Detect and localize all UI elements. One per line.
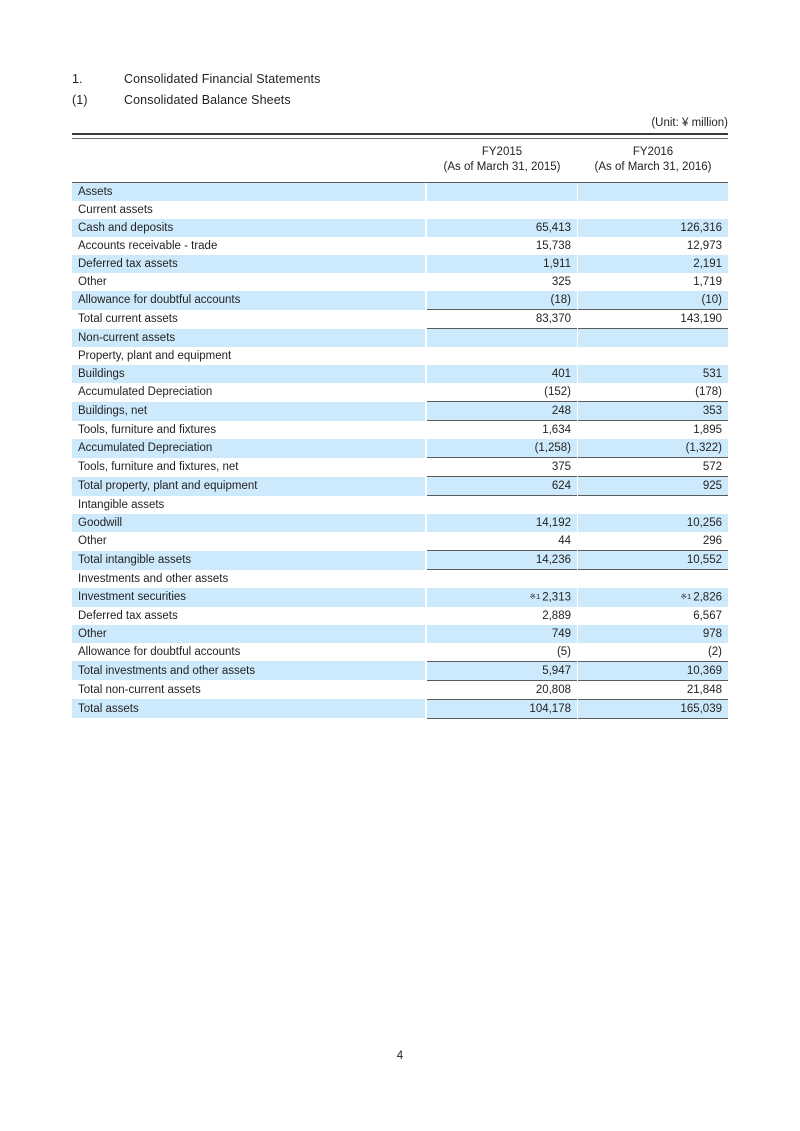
table-row xyxy=(72,183,728,202)
row-value-fy2015: 325 xyxy=(427,273,577,291)
row-value-fy2015: 83,370 xyxy=(427,310,577,329)
row-label: Tools, furniture and fixtures xyxy=(72,421,425,440)
table-row xyxy=(72,365,728,383)
row-value-fy2016: 10,369 xyxy=(578,661,728,680)
row-label: Cash and deposits xyxy=(72,219,425,237)
column-header-fy2015-asof: (As of March 31, 2015) xyxy=(443,160,561,173)
page-number: 4 xyxy=(396,1050,404,1062)
row-value-fy2015 xyxy=(427,588,577,607)
unit-note: (Unit: ¥ million) xyxy=(651,117,728,129)
row-label: Accumulated Depreciation xyxy=(72,383,425,402)
row-value-fy2015: 624 xyxy=(427,477,577,496)
row-value-fy2015: 65,413 xyxy=(427,219,577,237)
row-value-fy2016: 1,719 xyxy=(578,273,728,291)
table-header xyxy=(72,134,728,183)
row-value-fy2016: 6,567 xyxy=(578,607,728,625)
table-row xyxy=(72,477,728,496)
column-header-row xyxy=(72,139,728,181)
row-label: Buildings, net xyxy=(72,402,425,421)
table-row xyxy=(72,310,728,329)
row-value-fy2015: 20,808 xyxy=(427,680,577,699)
row-value-fy2015 xyxy=(427,347,577,365)
section-heading xyxy=(72,72,732,93)
balance-sheet-table xyxy=(72,133,728,719)
row-value-fy2015: 5,947 xyxy=(427,661,577,680)
row-value-text: 2,826 xyxy=(693,591,722,604)
column-header-fy2015-year: FY2015 xyxy=(481,146,523,158)
table-row xyxy=(72,588,728,607)
row-label: Property, plant and equipment xyxy=(72,347,425,365)
table-row xyxy=(72,661,728,680)
row-value-fy2015 xyxy=(427,496,577,515)
row-label: Total investments and other assets xyxy=(72,661,425,680)
row-value-fy2016: 12,973 xyxy=(578,237,728,255)
row-value-fy2015 xyxy=(427,570,577,589)
row-label: Investment securities xyxy=(72,588,425,607)
table-row xyxy=(72,347,728,365)
row-label: Allowance for doubtful accounts xyxy=(72,291,425,310)
row-value-fy2015: 375 xyxy=(427,458,577,477)
row-value-fy2016: (178) xyxy=(578,383,728,402)
row-value-fy2015: 2,889 xyxy=(427,607,577,625)
table-row xyxy=(72,532,728,551)
row-value-fy2015 xyxy=(427,201,577,219)
row-value-fy2016: 10,552 xyxy=(578,551,728,570)
table-row xyxy=(72,514,728,532)
row-label: Total current assets xyxy=(72,310,425,329)
table-row xyxy=(72,625,728,643)
table-row xyxy=(72,219,728,237)
column-header-label-spacer xyxy=(72,139,425,181)
row-value-fy2016: 353 xyxy=(578,402,728,421)
table-row xyxy=(72,201,728,219)
row-value-fy2015: 104,178 xyxy=(427,699,577,718)
row-label: Tools, furniture and fixtures, net xyxy=(72,458,425,477)
subsection-heading xyxy=(72,93,732,114)
row-label: Other xyxy=(72,273,425,291)
row-value-fy2016: 126,316 xyxy=(578,219,728,237)
row-value-fy2015: (152) xyxy=(427,383,577,402)
table-row xyxy=(72,680,728,699)
row-value-fy2015: 14,192 xyxy=(427,514,577,532)
row-label: Other xyxy=(72,532,425,551)
column-header-fy2016-asof: (As of March 31, 2016) xyxy=(594,160,712,173)
column-header-fy2016-year: FY2016 xyxy=(632,146,674,158)
row-label: Deferred tax assets xyxy=(72,607,425,625)
row-value-fy2016 xyxy=(578,347,728,365)
column-header-fy2015 xyxy=(427,139,577,181)
row-value-fy2016: 10,256 xyxy=(578,514,728,532)
row-value-fy2016: 1,895 xyxy=(578,421,728,440)
row-label: Investments and other assets xyxy=(72,570,425,589)
table-row xyxy=(72,329,728,348)
table-row xyxy=(72,496,728,515)
row-value-fy2016: 21,848 xyxy=(578,680,728,699)
row-value-fy2016: 143,190 xyxy=(578,310,728,329)
row-value-fy2015: (18) xyxy=(427,291,577,310)
row-label: Accounts receivable - trade xyxy=(72,237,425,255)
row-label: Current assets xyxy=(72,201,425,219)
row-label: Total non-current assets xyxy=(72,680,425,699)
row-value-fy2016 xyxy=(578,570,728,589)
row-value-fy2015: 14,236 xyxy=(427,551,577,570)
section-number: 1. xyxy=(72,72,83,86)
row-label: Allowance for doubtful accounts xyxy=(72,643,425,662)
row-value-fy2015: (5) xyxy=(427,643,577,662)
row-value-fy2016: 925 xyxy=(578,477,728,496)
row-value-text: 2,313 xyxy=(542,591,571,604)
table-body xyxy=(72,183,728,719)
row-label: Total property, plant and equipment xyxy=(72,477,425,496)
row-label: Assets xyxy=(72,183,425,202)
row-label: Total intangible assets xyxy=(72,551,425,570)
row-value-fy2016: 2,191 xyxy=(578,255,728,273)
table-row xyxy=(72,458,728,477)
table-row xyxy=(72,291,728,310)
row-label: Deferred tax assets xyxy=(72,255,425,273)
row-value-fy2016 xyxy=(578,329,728,348)
row-label: Other xyxy=(72,625,425,643)
row-value-fy2016: (1,322) xyxy=(578,439,728,458)
row-value-fy2016 xyxy=(578,183,728,202)
row-label: Non-current assets xyxy=(72,329,425,348)
row-value-fy2015: 44 xyxy=(427,532,577,551)
row-value-fy2015: (1,258) xyxy=(427,439,577,458)
row-value-fy2015: 749 xyxy=(427,625,577,643)
row-value-fy2015: 401 xyxy=(427,365,577,383)
row-value-fy2016: 572 xyxy=(578,458,728,477)
column-header-fy2016 xyxy=(578,139,728,181)
subsection-title: Consolidated Balance Sheets xyxy=(124,93,291,107)
table-row xyxy=(72,273,728,291)
row-value-fy2016 xyxy=(578,496,728,515)
row-value-fy2015: 1,911 xyxy=(427,255,577,273)
row-value-fy2015: 248 xyxy=(427,402,577,421)
row-value-fy2015 xyxy=(427,183,577,202)
table-row xyxy=(72,421,728,440)
row-value-fy2015: 15,738 xyxy=(427,237,577,255)
table-row xyxy=(72,699,728,718)
table-row xyxy=(72,237,728,255)
row-label: Accumulated Depreciation xyxy=(72,439,425,458)
note-reference-mark: ※1 xyxy=(529,592,541,601)
row-value-fy2015: 1,634 xyxy=(427,421,577,440)
subsection-number: (1) xyxy=(72,93,88,107)
row-label: Intangible assets xyxy=(72,496,425,515)
row-label: Buildings xyxy=(72,365,425,383)
row-value-fy2016: 296 xyxy=(578,532,728,551)
table-row xyxy=(72,607,728,625)
table-row xyxy=(72,643,728,662)
row-value-fy2016: (2) xyxy=(578,643,728,662)
row-value-fy2016: 531 xyxy=(578,365,728,383)
table-row xyxy=(72,439,728,458)
note-reference-mark: ※1 xyxy=(680,592,692,601)
table-row xyxy=(72,570,728,589)
row-value-fy2016: (10) xyxy=(578,291,728,310)
row-value-fy2016 xyxy=(578,201,728,219)
row-value-fy2015 xyxy=(427,329,577,348)
row-label: Total assets xyxy=(72,699,425,718)
row-label: Goodwill xyxy=(72,514,425,532)
row-value-fy2016: 978 xyxy=(578,625,728,643)
section-title: Consolidated Financial Statements xyxy=(124,72,321,86)
table-row xyxy=(72,383,728,402)
document-headings xyxy=(72,72,732,114)
table-row xyxy=(72,551,728,570)
table-row xyxy=(72,402,728,421)
row-value-fy2016: 165,039 xyxy=(578,699,728,718)
row-value-fy2016 xyxy=(578,588,728,607)
table-row xyxy=(72,255,728,273)
